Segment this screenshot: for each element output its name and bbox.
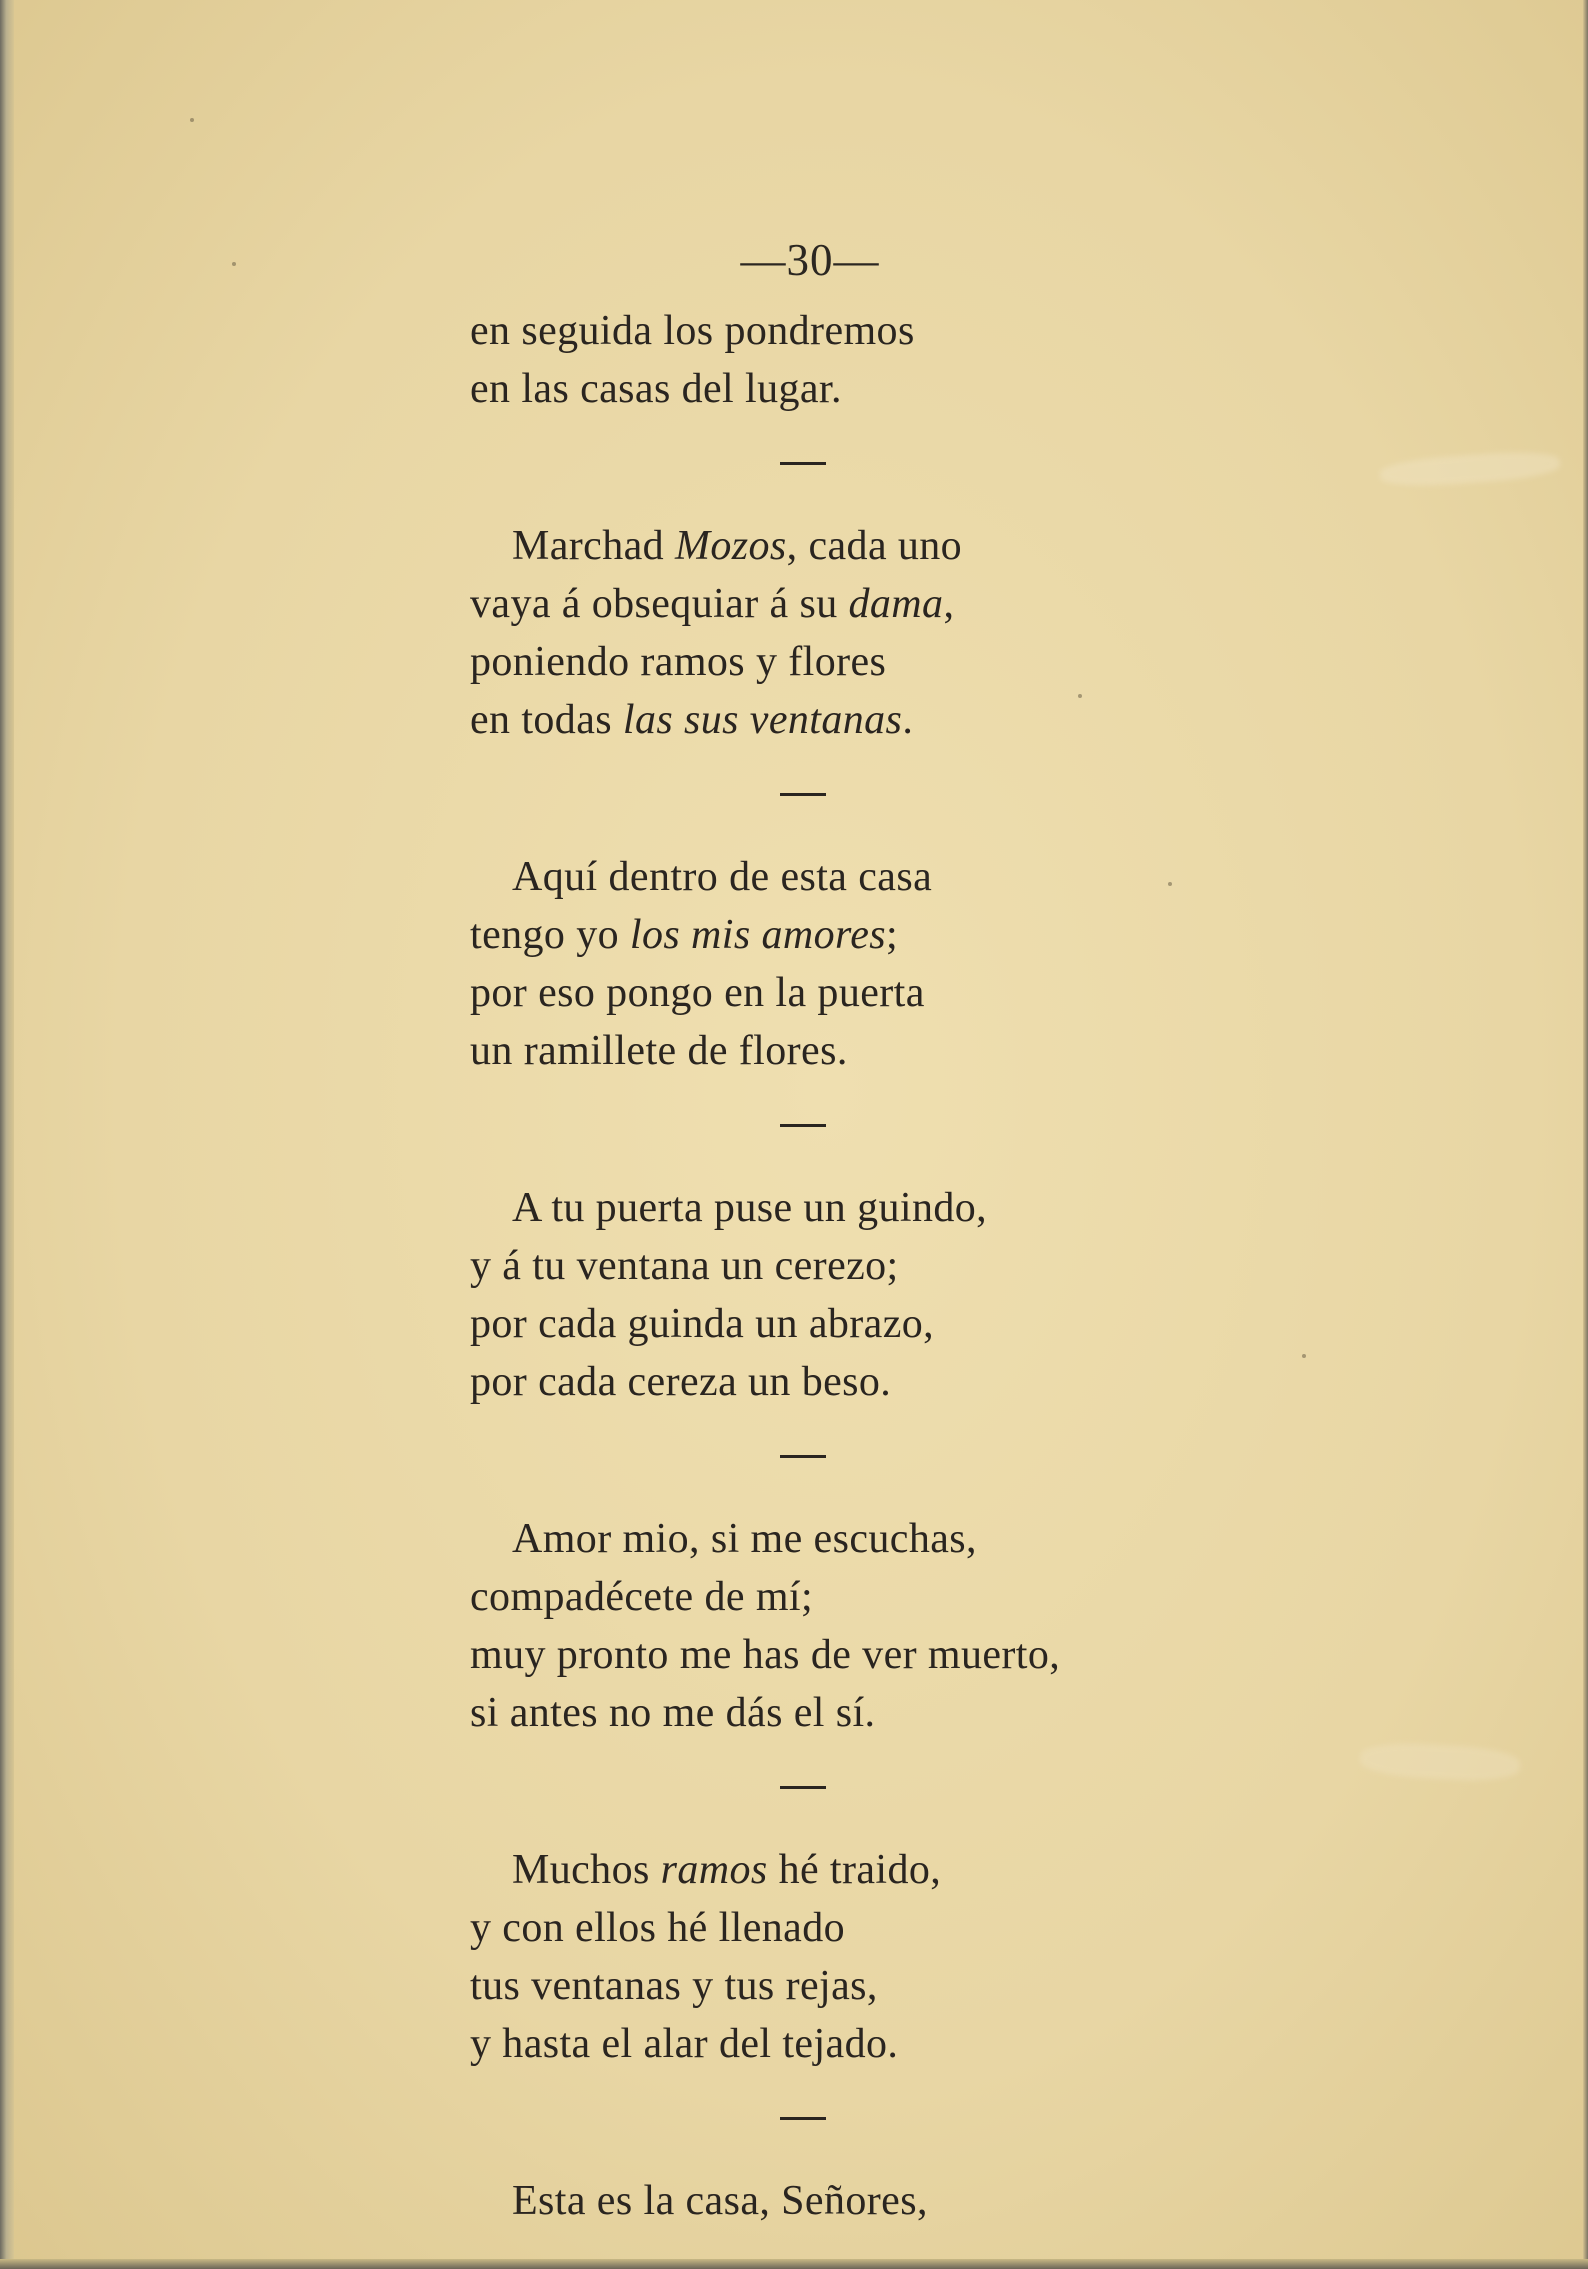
line-text: si antes no me dás el sí.	[470, 1690, 876, 1736]
poem-line	[470, 1957, 1230, 2015]
poem-line	[470, 1022, 1230, 1080]
poem-line	[470, 1568, 1230, 1626]
poem-line	[470, 1626, 1230, 1684]
poem-line	[470, 2015, 1230, 2073]
poem-line	[470, 1841, 1230, 1899]
line-italic-text: ramos	[660, 1847, 768, 1893]
poem-line	[470, 691, 1230, 749]
poem-line	[470, 1237, 1230, 1295]
line-italic-text: Mozos	[674, 523, 787, 569]
poem-line	[470, 964, 1230, 1022]
poem-line	[470, 517, 1230, 575]
paper-speck	[190, 118, 194, 122]
line-text: en las casas del lugar.	[470, 366, 842, 412]
stanza-separator	[780, 2117, 826, 2120]
line-text: tus ventanas y tus rejas,	[470, 1963, 878, 2009]
poem-line	[470, 575, 1230, 633]
poem-line	[470, 906, 1230, 964]
poem-line	[470, 1353, 1230, 1411]
stanza	[470, 517, 1230, 749]
paper-speck	[232, 262, 236, 266]
line-text: por eso pongo en la puerta	[470, 970, 925, 1016]
stanza	[470, 1841, 1230, 2073]
line-text: compadécete de mí;	[470, 1574, 814, 1620]
poem-line	[470, 848, 1230, 906]
paper-speck	[1302, 1354, 1306, 1358]
poem-line	[470, 360, 1230, 418]
poem-line	[470, 1899, 1230, 1957]
line-text: .	[902, 697, 914, 743]
line-text: vaya á obsequiar á su	[470, 581, 849, 627]
poem-line	[470, 1179, 1230, 1237]
right-page-edge	[1583, 0, 1588, 2269]
line-text: Marchad	[512, 523, 675, 569]
stanza-separator	[780, 1124, 826, 1127]
stanza-separator	[780, 1786, 826, 1789]
line-text: tengo yo	[470, 912, 630, 958]
stanza	[470, 302, 1230, 418]
page-number: —30—	[740, 235, 880, 285]
line-italic-text: dama	[848, 581, 944, 627]
line-text: Amor mio, si me escuchas,	[512, 1516, 977, 1562]
line-italic-text: los mis amores	[629, 912, 886, 958]
poem-line	[470, 2172, 1230, 2230]
line-text: , cada uno	[786, 523, 963, 569]
line-text: Esta es la casa, Señores,	[512, 2178, 928, 2224]
stanza	[470, 2172, 1230, 2230]
line-text: A tu puerta puse un guindo,	[512, 1185, 988, 1231]
line-text: por cada cereza un beso.	[470, 1359, 892, 1405]
stanza-separator	[780, 793, 826, 796]
poem-line	[470, 302, 1230, 360]
poem-text	[470, 302, 1230, 2230]
stanza	[470, 1510, 1230, 1742]
line-text: y con ellos hé llenado	[470, 1905, 846, 1951]
line-text: ;	[885, 912, 899, 958]
line-text: ,	[943, 581, 955, 627]
line-text: en todas	[470, 697, 623, 743]
line-text: en seguida los pondremos	[470, 308, 915, 354]
poem-line	[470, 1684, 1230, 1742]
line-text: y hasta el alar del tejado.	[470, 2021, 899, 2067]
line-text: por cada guinda un abrazo,	[470, 1301, 935, 1347]
poem-line	[470, 1510, 1230, 1568]
line-text: un ramillete de flores.	[470, 1028, 848, 1074]
line-text: Muchos	[512, 1847, 661, 1893]
stanza-separator	[780, 462, 826, 465]
poem-line	[470, 1295, 1230, 1353]
line-italic-text: las sus ventanas	[622, 697, 903, 743]
stanza-separator	[780, 1455, 826, 1458]
line-text: muy pronto me has de ver muerto,	[470, 1632, 1061, 1678]
line-text: Aquí dentro de esta casa	[512, 854, 933, 900]
bottom-page-edge	[0, 2259, 1588, 2269]
spine-edge	[0, 0, 14, 2269]
line-text: y á tu ventana un cerezo;	[470, 1243, 899, 1289]
poem-line	[470, 633, 1230, 691]
stanza	[470, 848, 1230, 1080]
line-text: hé traido,	[767, 1847, 942, 1893]
paper-stain	[1359, 1741, 1521, 1783]
line-text: poniendo ramos y flores	[470, 639, 887, 685]
paper-stain	[1379, 449, 1561, 489]
stanza	[470, 1179, 1230, 1411]
